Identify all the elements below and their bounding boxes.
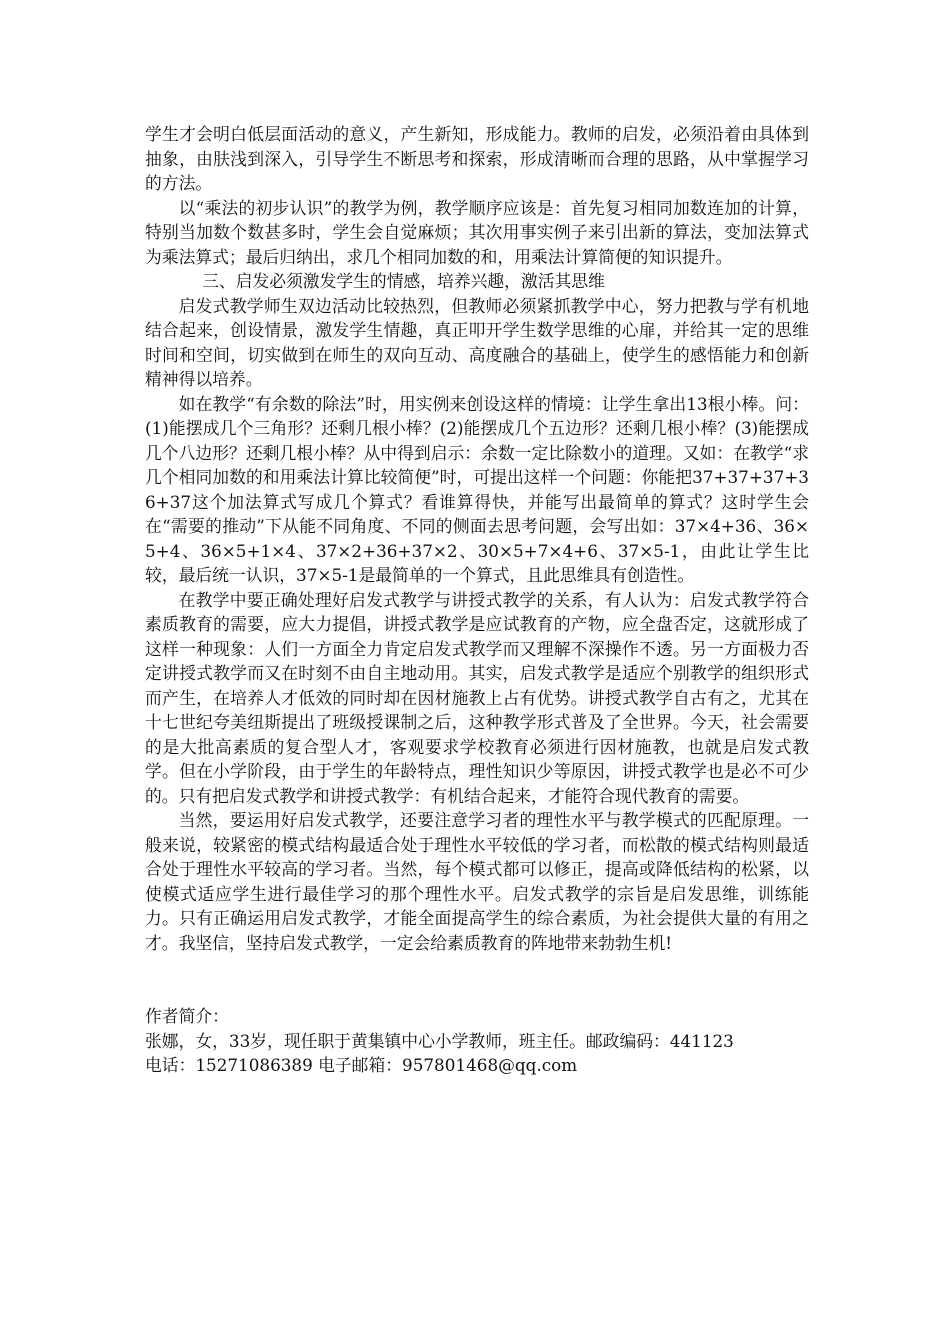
- section-heading-three: 三、启发必须激发学生的情感，培养兴趣，激活其思维: [202, 271, 605, 291]
- paragraph-teaching-relationship: 在教学中要正确处理好启发式教学与讲授式教学的关系，有人认为：启发式教学符合素质教育的需要，应大力提倡，讲授式教学是应试教育的产物，应全盘否定，这就形成了这样一种现象：人们一方面全力肯定启发式教学而又理解不深操作不透。另一方面极力否定讲授式教学而又在时刻不由自主地动用。其实，启发式教学是适应个别教学的组织形式而产生，在培养人才低效的同时却在因材施教上占有优势。讲授式教学自古有之，尤其在十七世纪夸美纽斯提出了班级授课制之后，这种教学形式普及了全世界。今天，社会需要的是大批高素质的复合型人才，客观要求学校教育必须进行因材施教，也就是启发式教学。但在小学阶段，由于学生的年龄特点，理性知识少等原因，讲授式教学也是必不可少的。只有把启发式教学和讲授式教学：有机结合起来，才能符合现代教育的需要。: [145, 589, 809, 806]
- paragraph-intro-continuation: 学生才会明白低层面活动的意义，产生新知，形成能力。教师的启发，必须沿着由具体到抽象，由肤浅到深入，引导学生不断思考和探索，形成清晰而合理的思路，从中掌握学习的方法。: [145, 124, 809, 193]
- author-contact: 电话：15271086389 电子邮箱：957801468@qq.com: [145, 1055, 578, 1075]
- paragraph-two-way-activity: 启发式教学师生双边活动比较热烈，但教师必须紧抓教学中心，努力把教与学有机地结合起来，创设情景，激发学生情趣，真正叩开学生数学思维的心扉，并给其一定的思维时间和空间，切实做到在师生的双向互动、高度融合的基础上，使学生的感悟能力和创新精神得以培养。: [145, 295, 809, 389]
- paragraph-multiplication-example: 以“乘法的初步认识”的教学为例，教学顺序应该是：首先复习相同加数连加的计算，特别当加数个数甚多时，学生会自觉麻烦；其次用事实例子来引出新的算法，变加法算式为乘法算式；最后归纳出，求几个相同加数的和，用乘法计算简便的知识提升。: [145, 197, 809, 267]
- author-heading: 作者简介：: [145, 1006, 229, 1026]
- document-page: [145, 122, 809, 1078]
- author-bio: 张娜，女，33岁，现任职于黄集镇中心小学教师，班主任。邮政编码：441123: [145, 1030, 734, 1051]
- paragraph-conclusion: 当然，要运用好启发式教学，还要注意学习者的理性水平与教学模式的匹配原理。一般来说，较紧密的模式结构最适合处于理性水平较低的学习者，而松散的模式结构则最适合处于理性水平较高的学习者。当然，每个模式都可以修正，提高或降低结构的松紧，以使模式适应学生进行最佳学习的那个理性水平。启发式教学的宗旨是启发思维，训练能力。只有正确运用启发式教学，才能全面提高学生的综合素质，为社会提供大量的有用之才。我坚信，坚持启发式教学，一定会给素质教育的阵地带来勃勃生机!: [145, 810, 809, 953]
- section-spacer: [145, 955, 809, 1004]
- paragraph-division-example: 如在教学“有余数的除法”时，用实例来创设这样的情境：让学生拿出13根小棒。问：(1)能摆成几个三角形？还剩几根小棒？(2)能摆成几个五边形？还剩几根小棒？(3)能摆成几个八边形？还剩几根小棒？从中得到启示：余数一定比除数小的道理。又如：在教学“求几个相同加数的和用乘法计算比较简便”时，可提出这样一个问题：你能把37+37+37+36+37这个加法算式写成几个算式？看谁算得快，并能写出最简单的算式？这时学生会在“需要的推动”下从能不同角度、不同的侧面去思考问题，会写出如：37×4+36、36×5+4、36×5+1×4、37×2+36+37×2、30×5+7×4+6、37×5-1，由此让学生比较，最后统一认识，37×5-1是最简单的一个算式，且此思维具有创造性。: [145, 393, 809, 585]
